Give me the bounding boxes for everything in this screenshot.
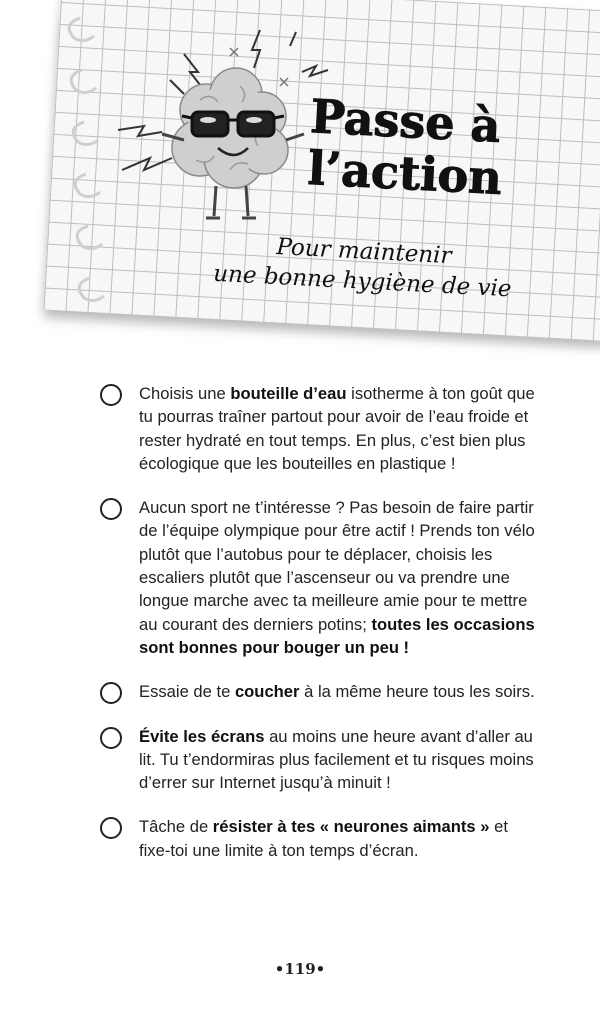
- brain-mascot-icon: [110, 20, 340, 235]
- list-item: [100, 382, 540, 475]
- list-item: [100, 725, 540, 795]
- title-line-2: l’action: [306, 140, 504, 206]
- list-item: [100, 680, 540, 703]
- subtitle-line-2: une bonne hygiène de vie: [212, 260, 513, 303]
- item-text: Essaie de te coucher à la même heure tous les soirs.: [139, 682, 535, 702]
- title-line-1: Passe à: [309, 89, 502, 153]
- page-title: [307, 90, 582, 208]
- list-item: [100, 496, 540, 659]
- list-item: [100, 815, 540, 862]
- item-text: Choisis une bouteille d’eau isotherme à ton goût que tu pourras traîner partout pour avoir de l’eau froide et rester hydraté en tout temps. En plus, c’est bien plus écologique que les bouteilles en plastique !: [139, 384, 535, 473]
- item-text: Évite les écrans au moins une heure avant d’aller au lit. Tu t’endormiras plus facilement et tu risques moins d’errer sur Internet jusqu’à minuit !: [139, 726, 534, 793]
- checkbox-circle[interactable]: [100, 817, 122, 839]
- item-text: Aucun sport ne t’intéresse ? Pas besoin de faire partir de l’équipe olympique pour être actif ! Prends ton vélo plutôt que l’autobus pour te déplacer, choisis les escaliers plutôt que l’ascenseur ou va prendre une longue marche avec ta meilleure amie pour te mettre au courant des derniers potins; toutes les occasions sont bonnes pour bouger un peu !: [139, 498, 535, 657]
- checkbox-circle[interactable]: [100, 384, 122, 406]
- subtitle-line-1: Pour maintenir: [275, 234, 453, 270]
- spiral-binding-icon: [50, 0, 110, 310]
- checkbox-circle[interactable]: [100, 498, 122, 520]
- item-text: Tâche de résister à tes « neurones aimants » et fixe-toi une limite à ton temps d’écran.: [139, 817, 508, 860]
- checkbox-circle[interactable]: [100, 682, 122, 704]
- checkbox-circle[interactable]: [100, 727, 122, 749]
- checklist: [100, 382, 540, 862]
- header-note: [0, 0, 600, 345]
- page-number: •119•: [274, 960, 326, 978]
